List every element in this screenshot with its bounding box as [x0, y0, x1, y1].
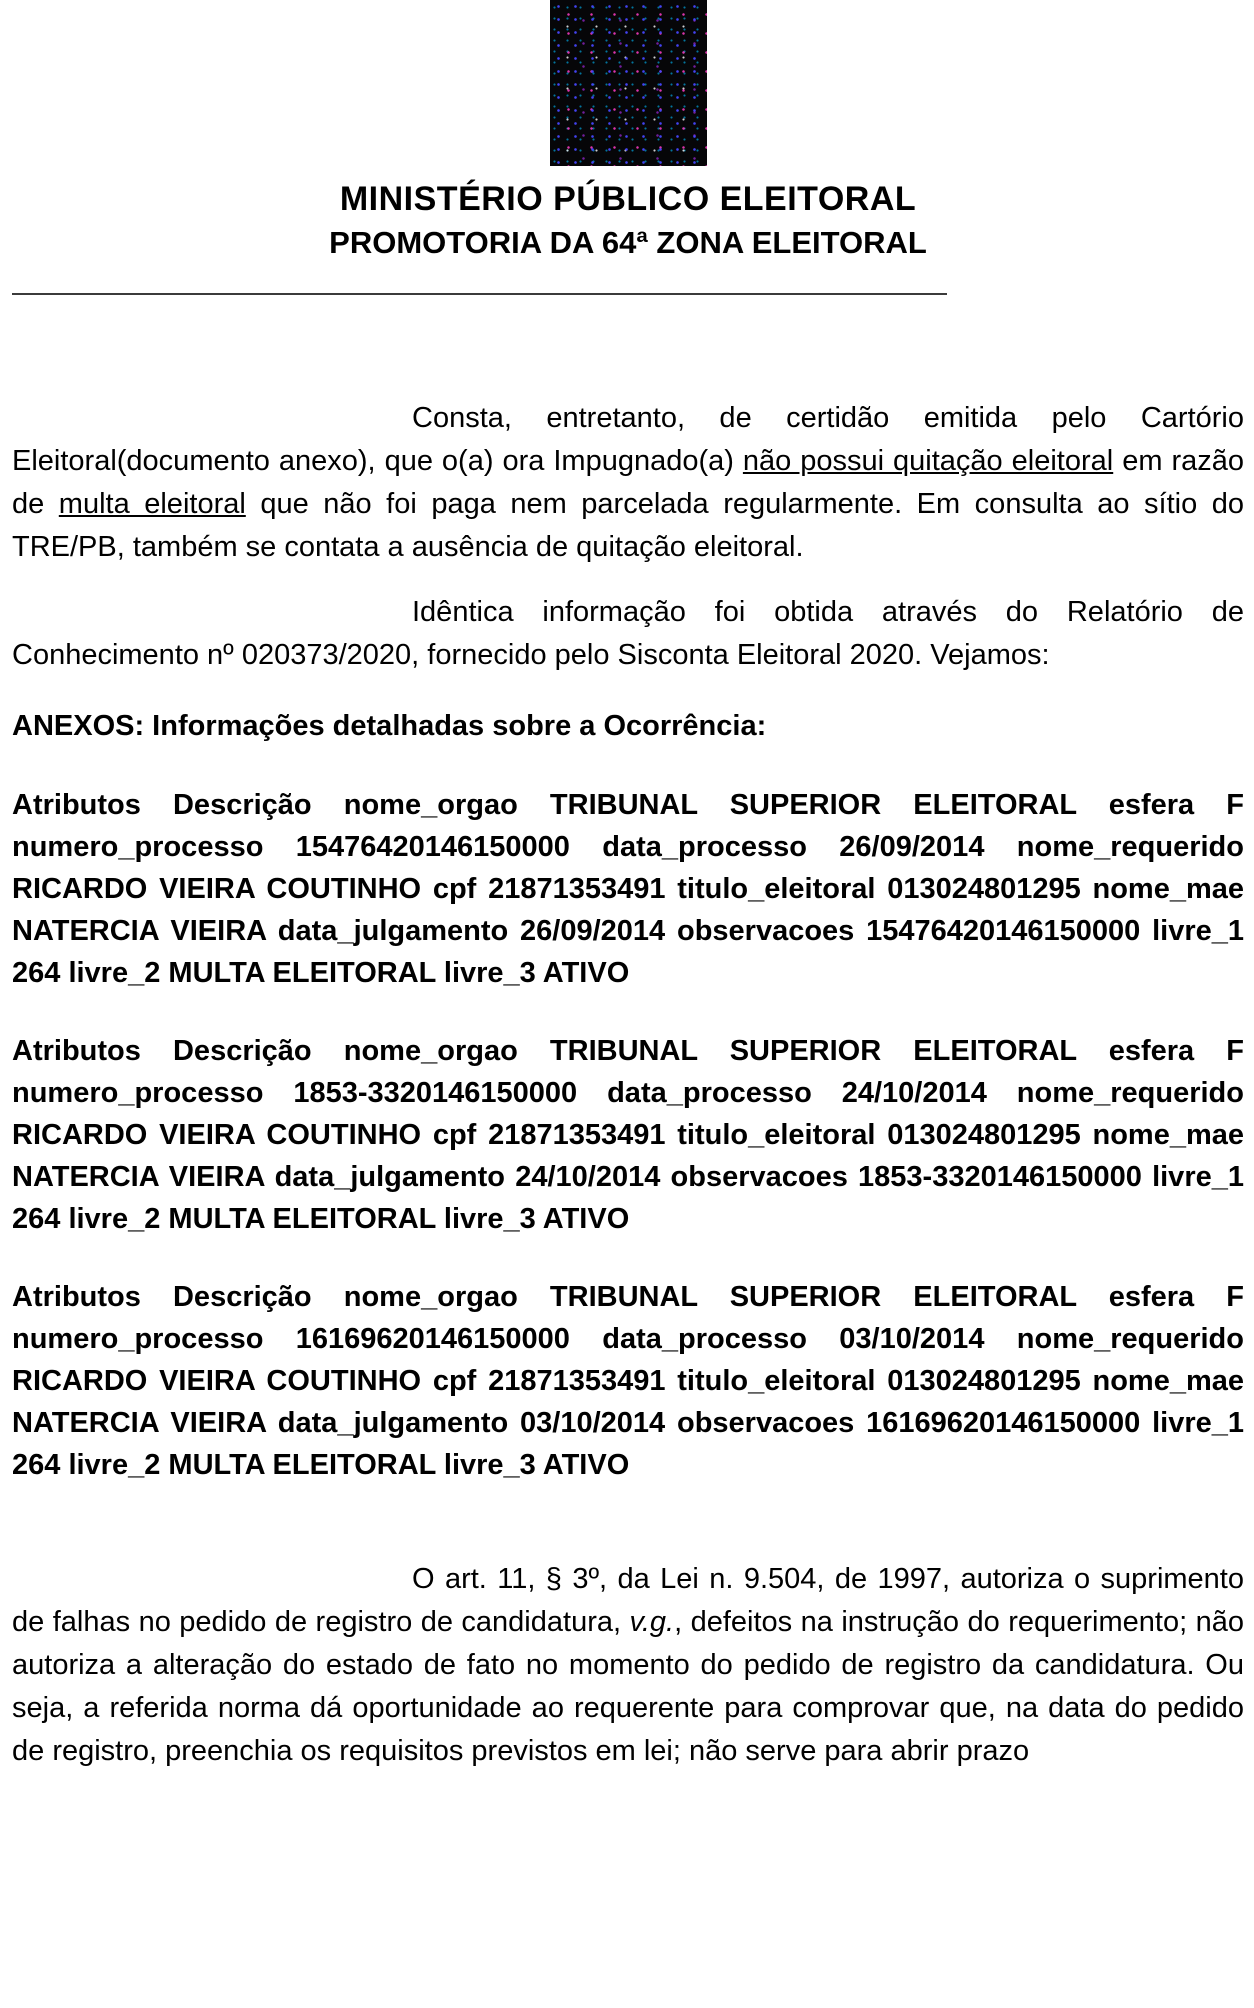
p1-text: Consta, entretanto, de certidão emitida pelo Cartório Eleitoral(documento anexo), que o(a) ora Impugnado(a)	[12, 402, 1244, 477]
anexo-block-2: Atributos Descrição nome_orgao TRIBUNAL SUPERIOR ELEITORAL esfera F numero_processo 1853-3320146150000 data_processo 24/10/2014 nome_requerido RICARDO VIEIRA COUTINHO cpf 21871353491 titulo_eleitoral 013024801295 nome_mae NATERCIA VIEIRA data_julgamento 24/10/2014 observacoes 1853-3320146150000 livre_1 264 livre_2 MULTA ELEITORAL livre_3 ATIVO	[12, 1035, 1244, 1235]
header-title: MINISTÉRIO PÚBLICO ELEITORAL	[339, 180, 917, 218]
header-subtitle: PROMOTORIA DA 64ª ZONA ELEITORAL	[329, 225, 927, 260]
ministry-emblem-image	[550, 0, 707, 166]
anexo-block-3: Atributos Descrição nome_orgao TRIBUNAL SUPERIOR ELEITORAL esfera F numero_processo 16169620146150000 data_processo 03/10/2014 nome_requerido RICARDO VIEIRA COUTINHO cpf 21871353491 titulo_eleitoral 013024801295 nome_mae NATERCIA VIEIRA data_julgamento 03/10/2014 observacoes 16169620146150000 livre_1 264 livre_2 MULTA ELEITORAL livre_3 ATIVO	[12, 1281, 1244, 1481]
p3-text: , defeitos na instrução do requerimento; não autoriza a alteração do estado de fato no momento do pedido de registro da candidatura. Ou seja, a referida norma dá oportunidade ao requerente para comprovar que, na data do pedido de registro, preenchia os requisitos previstos em lei; não serve para abrir prazo	[12, 1606, 1244, 1767]
p1-underlined-multa: multa eleitoral	[58, 488, 246, 520]
p3-text: O art. 11, § 3º, da Lei n. 9.504, de 1997, autoriza o suprimento de falhas no pedido de registro de candidatura,	[12, 1563, 1244, 1638]
paragraph-art-11	[12, 1558, 1244, 1773]
document-body	[12, 397, 1244, 1773]
p3-italic-vg: v.g.	[629, 1606, 675, 1638]
anexo-block-1: Atributos Descrição nome_orgao TRIBUNAL SUPERIOR ELEITORAL esfera F numero_processo 15476420146150000 data_processo 26/09/2014 nome_requerido RICARDO VIEIRA COUTINHO cpf 21871353491 titulo_eleitoral 013024801295 nome_mae NATERCIA VIEIRA data_julgamento 26/09/2014 observacoes 15476420146150000 livre_1 264 livre_2 MULTA ELEITORAL livre_3 ATIVO	[12, 789, 1244, 989]
document-header	[12, 0, 1244, 295]
p1-text: em razão de	[12, 445, 1244, 520]
p1-text: que não foi paga nem parcelada regularmente. Em consulta ao sítio do TRE/PB, também se contata a ausência de quitação eleitoral.	[12, 488, 1244, 563]
p1-underlined-quitacao: não possui quitação eleitoral	[742, 445, 1114, 477]
paragraph-certidao	[12, 397, 1244, 569]
paragraph-identica-informacao: Idêntica informação foi obtida através do Relatório de Conhecimento nº 020373/2020, fornecido pelo Sisconta Eleitoral 2020. Vejamos:	[12, 596, 1244, 671]
anexos-heading: ANEXOS: Informações detalhadas sobre a Ocorrência:	[12, 710, 767, 742]
header-divider-line	[12, 293, 947, 295]
